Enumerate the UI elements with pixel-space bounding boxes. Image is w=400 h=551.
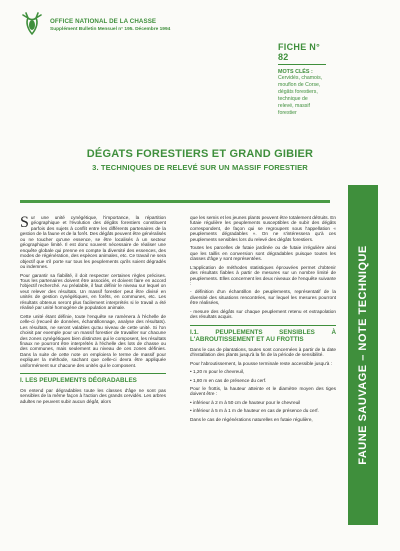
paragraph: que les semis et les jeunes plants peuvent être totalement détruits. En futaie régulière les peuplements susceptibles de subir des dégâts correspondent, de façon qui se regroupent sous l'appellation « peuplements dégradables ». On ne s'intéressera qu'à ces peuplements sensibles lors du relevé des dégâts forestiers. [190,215,336,242]
keywords-title: MOTS CLÉS : [278,69,313,75]
keyword-line: forestier [278,110,297,116]
list-item: - définition d'un échantillon de peuplements, représentatif de la diversité des situations rencontrées, sur lequel les mesures pourront être réalisées, [190,289,336,306]
page-subtitle: 3. TECHNIQUES DE RELEVÉ SUR UN MASSIF FORESTIER [92,163,308,172]
stag-logo-icon [18,10,46,36]
keyword-line: relevé, massif [278,103,310,109]
side-banner [348,185,378,525]
paragraph: Cette unité étant définie, toute l'enquête se ramènera à l'échelle de celle-ci (recueil de données, échantillonnage, analyse des résultats). Les résultats, ne seront valables qu'au niveau de cette unité. Si l'on choisit par exemple pour un massif forestier de travailler sur chacune des zones cynégétiques bien distinctes qui le composent, les résultats finaux ne pourront être interprétés à l'échelle des lots de chasse ou des communes, mais seulement au niveau de ces zones définies. Dans la suite de cette note on emploiera le terme de massif pour expliquer la méthode, sachant que celle-ci devra être appliquée uniformément sur chacune des unités qui le composent. [20,313,166,368]
paragraph: Dans le cas de plantations, toutes sont concernées à partir de la date d'installation des plants jusqu'à la fin de la période de sensibilité. [190,346,336,358]
fiche-number: FICHE N° 82 [278,42,326,65]
list-item: - mesure des dégâts sur chaque peuplement retenu et extrapolation des résultats acquis. [190,308,336,320]
title-divider [20,200,330,203]
title-block [0,148,400,172]
list-item: • 1,80 m en cas de présence du cerf. [190,377,267,383]
section-heading: I.1. PEUPLEMENTS SENSIBLES À L'ABROUTISSEMENT ET AU FROTTIS [190,325,336,344]
paragraph: Pour garantir sa fiabilité, il doit respecter certaines règles précises. Tous les partenaires doivent être associés, et doivent faire en accord l'objectif recherché. Au préalable, il faut définir le niveau sur lequel on veut relever des résultats. Un massif forestier peut être divisé en unités de gestion cynégétiques, en forêts, en communes, etc. Les résultats obtenus seront plus facilement interprétés si le travail a été réalisé par unité homogène de population animale. [20,272,166,311]
paragraph-text: ur une unité cynégétique, l'importance, la répartition géographique et l'évolution des dégâts forestiers constituent parfois des sujets à conflit entre les différents partenaires de la gestion de la faune et de la forêt. Des dégâts peuvent être généralisés ou ne toucher qu'une essence, se être localisés à un secteur géographique limité. Il est donc souvent nécessaire de réaliser une enquête globale qui prenne en compte la diversité des essences, des modes de régénération, des espèces animales, etc. Ce travail ne sera objectif que s'il porte sur tous les peuplements qu'ils soient dégradés ou indemnes. [20,215,166,270]
page-title: DÉGATS FORESTIERS ET GRAND GIBIER [86,148,314,160]
side-banner-label: FAUNE SAUVAGE – NOTE TECHNIQUE [357,245,369,465]
list-item: • 1,20 m pour le chevreuil, [190,369,245,375]
fiche-box [278,42,353,117]
paragraph: On entend par dégradables toute les classes d'âge ne sont pas sensibles de la même façon à l'action des grands cervidés. Les arbres adultes ne peuvent subir aucun dégât, alors [20,387,166,404]
list-item: • inférieur à 5 m à 1 m de hauteur en cas de présence du cerf. [190,408,319,414]
keyword-line: technique de [278,96,308,102]
section-heading: I. LES PEUPLEMENTS DÉGRADABLES [20,373,166,385]
organization-name: OFFICE NATIONAL DE LA CHASSE [50,18,157,25]
supplement-line: Supplément Bulletin Mensuel n° 195. Décembre 1994 [50,27,171,32]
paragraph: Dans le cas de régénérations naturelles en futaie régulière, [190,416,313,422]
paragraph: Toutes les parcelles de futaie jardinée ou de futaie irrégulière ainsi que les taillis en conversion sont dégradables puisque toutes les classes d'âge y sont représentées. [190,245,336,262]
paragraph [20,215,166,270]
keyword-line: Cervidés, chamois, [278,75,323,81]
keyword-line: mouflon de Corse, [278,82,321,88]
paragraph: Pour l'abroutissement, la pousse terminale reste accessible jusqu'à : [190,360,332,366]
paragraph: L'application de méthodes statistiques éprouvées permet d'obtenir des résultats fiables à partir de mesures sur un nombre limité de peuplements. Elles concernent les deux niveaux de l'enquête suivante : [190,264,336,286]
paragraph: Pour le frottis, la hauteur atteinte et le diamètre moyen des tiges doivent être : [190,385,336,397]
list-item: • inférieur à 2 m à 50 cm de hauteur pour le chevreuil [190,399,301,405]
keyword-line: dégâts forestiers, [278,89,318,95]
drop-cap: S [20,214,29,231]
text-column-right [190,215,336,425]
text-column-left [20,215,166,407]
